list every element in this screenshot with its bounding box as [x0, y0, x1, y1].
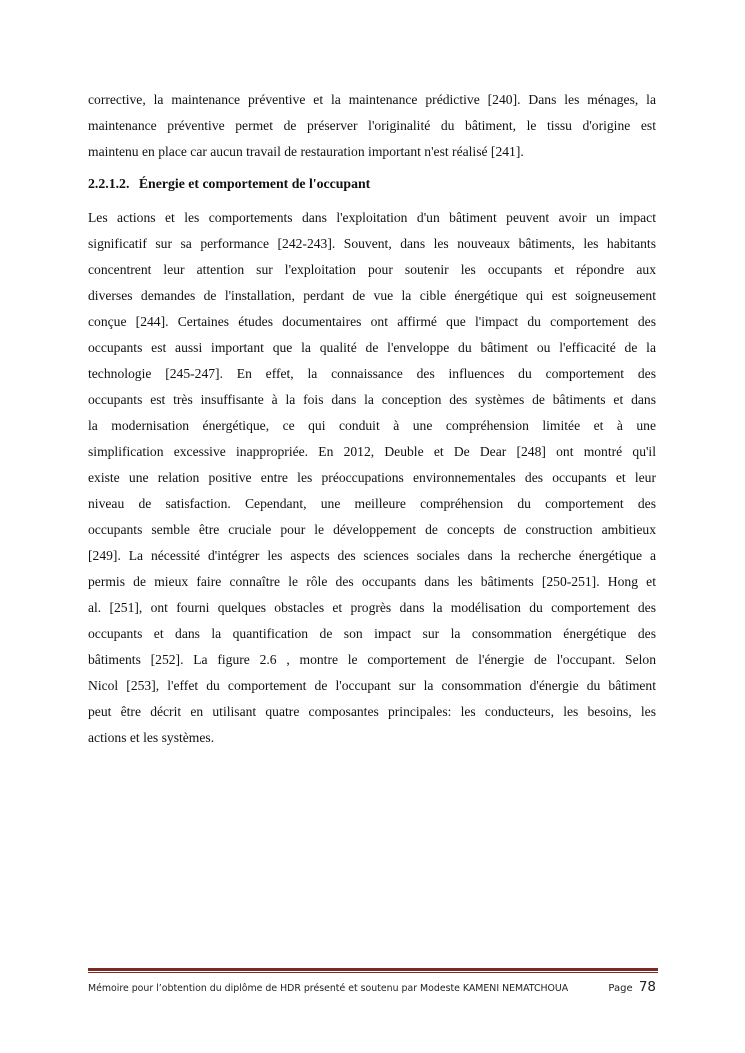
footer-row	[88, 979, 658, 995]
text-line: al. [251], ont fourni quelques obstacles et progrès dans la modélisation du comportement des	[88, 600, 656, 615]
text-line: simplification excessive inappropriée. En 2012, Deuble et De Dear [248] ont montré qu'il	[88, 444, 656, 459]
text-line: corrective, la maintenance préventive et la maintenance prédictive [240]. Dans les ménages, la	[88, 92, 656, 107]
text-line: bâtiments [252]. La figure 2.6 , montre le comportement de l'énergie de l'occupant. Selon	[88, 652, 656, 667]
text-line: actions et les systèmes.	[88, 730, 215, 745]
text-line: existe une relation positive entre les préoccupations environnementales des occupants et leur	[88, 470, 656, 485]
text-line: [249]. La nécessité d'intégrer les aspects des sciences sociales dans la recherche énergétique a	[88, 548, 656, 563]
page-footer	[88, 968, 658, 995]
page-content	[88, 87, 656, 751]
section-title: Énergie et comportement de l'occupant	[138, 176, 371, 191]
section-number: 2.2.1.2.	[88, 176, 130, 191]
text-line: occupants est très insuffisante à la fois dans la conception des systèmes de bâtiments et dans	[88, 392, 656, 407]
text-line: occupants et dans la quantification de son impact sur la consommation énergétique des	[88, 626, 656, 641]
footer-rule	[88, 968, 658, 971]
text-line: peut être décrit en utilisant quatre composantes principales: les conducteurs, les besoins, les	[88, 704, 656, 719]
footer-text: Mémoire pour l’obtention du diplôme de HDR présenté et soutenu par Modeste KAMENI NEMATCHOUA	[88, 983, 569, 994]
page-number: 78	[638, 979, 656, 995]
text-line: la modernisation énergétique, ce qui conduit à une compréhension limitée et à une	[88, 418, 656, 433]
text-line: Les actions et les comportements dans l'exploitation d'un bâtiment peuvent avoir un impact	[88, 210, 656, 225]
page-indicator	[608, 979, 656, 995]
intro-paragraph	[88, 87, 656, 165]
section-heading	[88, 171, 656, 197]
text-line: Nicol [253], l'effet du comportement de l'occupant sur la consommation d'énergie du bâtiment	[88, 678, 656, 693]
text-line: conçue [244]. Certaines études documentaires ont affirmé que l'impact du comportement des	[88, 314, 656, 329]
text-line: niveau de satisfaction. Cependant, une meilleure compréhension du comportement des	[88, 496, 656, 511]
text-line: concentrent leur attention sur l'exploitation pour soutenir les occupants et répondre aux	[88, 262, 656, 277]
page-label: Page	[608, 983, 633, 994]
text-line: maintenance préventive permet de préserver l'originalité du bâtiment, le tissu d'origine est	[88, 118, 656, 133]
footer-rule-thin	[88, 972, 658, 973]
text-line: permis de mieux faire connaître le rôle des occupants dans les bâtiments [250-251]. Hong et	[88, 574, 656, 589]
text-line: occupants semble être cruciale pour le développement de concepts de construction ambitieux	[88, 522, 656, 537]
text-line: occupants est aussi important que la qualité de l'enveloppe du bâtiment ou l'efficacité de la	[88, 340, 656, 355]
text-line: significatif sur sa performance [242-243]. Souvent, dans les nouveaux bâtiments, les habitants	[88, 236, 656, 251]
body-paragraph	[88, 205, 656, 751]
text-line: diverses demandes de l'installation, perdant de vue la cible énergétique qui est soigneusement	[88, 288, 656, 303]
text-line: maintenu en place car aucun travail de restauration important n'est réalisé [241].	[88, 144, 524, 159]
text-line: technologie [245-247]. En effet, la connaissance des influences du comportement des	[88, 366, 656, 381]
